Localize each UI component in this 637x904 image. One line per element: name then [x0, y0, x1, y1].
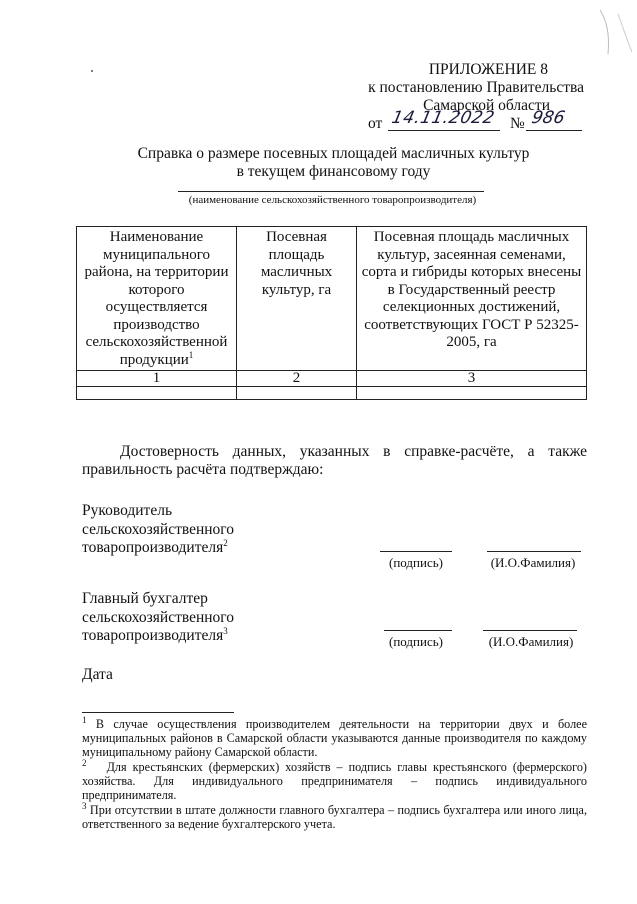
head-name-caption: (И.О.Фамилия): [490, 555, 576, 570]
accountant-name-caption: (И.О.Фамилия): [488, 634, 574, 649]
footnote-item: $^3$ При отсутствии в штате должности главного бухгалтера – подпись бухгалтера или иного лица, ответственного за ведение бухгалтерского учета.: [82, 800, 588, 831]
accountant-signature-caption: (подпись): [389, 634, 443, 649]
appendix-header: [300, 61, 584, 135]
table-cell: 3: [357, 371, 587, 387]
producer-name-line: [178, 191, 484, 192]
crop-area-table: [76, 226, 587, 400]
table-cell: 1: [77, 371, 237, 387]
footnote-ref-3: 3: [223, 625, 228, 636]
footnote-ref-2: 2: [223, 537, 228, 548]
appendix-title: ПРИЛОЖЕНИЕ 8: [428, 61, 548, 78]
table-row: [77, 371, 587, 387]
accountant-label-line-1: Главный бухгалтер: [82, 590, 208, 607]
accountant-signature-block: [82, 590, 234, 646]
number-underline: [526, 130, 582, 131]
head-label-line-1: Руководитель: [82, 502, 173, 519]
table-cell: 2: [237, 371, 357, 387]
title-line-2: в текущем финансовому году: [236, 163, 431, 180]
head-label-line-2: сельскохозяйственного: [82, 520, 235, 538]
document-title: [0, 145, 637, 181]
table-header-district: Наименование муниципального района, на территории которого осуществляется производство сельскохозяйственной продукции$^1$: [77, 227, 237, 371]
appendix-region: Самарской области: [423, 97, 550, 114]
table-cell: [357, 387, 587, 400]
number-prefix: №: [510, 115, 525, 132]
date-prefix: от: [368, 115, 383, 132]
table-cell: [77, 387, 237, 400]
accountant-label-line-2: сельскохозяйственного: [82, 608, 235, 626]
accountant-name-line: [483, 630, 577, 631]
handwritten-number: 986: [529, 108, 567, 128]
confirmation-text: Достоверность данных, указанных в справке-расчёте, а также правильность расчёта подтверждаю:: [82, 443, 587, 478]
table-row: [77, 387, 587, 400]
head-label-line-3: товаропроизводителя$^2$: [82, 537, 228, 556]
footnotes: [82, 714, 588, 831]
date-label: Дата: [82, 666, 113, 683]
footnote-ref-1: 1: [188, 349, 194, 360]
accountant-label-line-3: товаропроизводителя$^3$: [82, 625, 228, 644]
title-line-1: Справка о размере посевных площадей масличных культур: [137, 145, 530, 162]
head-signature-caption: (подпись): [389, 555, 443, 570]
footnote-separator: [82, 712, 234, 713]
accountant-signature-line: [384, 630, 452, 631]
head-signature-block: [82, 502, 234, 558]
table-header-sown-area: Посевная площадь масличных культур, га: [237, 227, 357, 371]
producer-name-caption: (наименование сельскохозяйственного товаропроизводителя): [188, 194, 477, 206]
date-underline: [388, 130, 500, 131]
table-cell: [237, 387, 357, 400]
head-name-line: [487, 551, 581, 552]
table-header-certified-area: Посевная площадь масличных культур, засеянная семенами, сорта и гибриды которых внесены в Государственный реестр селекционных достижений, соответствующих ГОСТ Р 52325-2005, га: [357, 227, 587, 371]
scan-dot: [91, 70, 93, 72]
footnote-item: $^2$ Для крестьянских (фермерских) хозяйств – подпись главы крестьянского (фермерского) хозяйства. Для индивидуального предпринимателя – подпись индивидуального предпринимателя.: [82, 757, 587, 802]
decree-date-number: [300, 108, 584, 135]
head-signature-line: [380, 551, 452, 552]
handwritten-date: 14.11.2022: [389, 108, 497, 128]
footnote-item: $^1$ В случае осуществления производителем деятельности на территории двух и более муниципальных районов в Самарской области указываются данные производителя по каждому муниципальному району Самарской области.: [82, 714, 587, 759]
appendix-decree: к постановлению Правительства: [368, 79, 584, 96]
table-header-row: [77, 227, 587, 371]
scan-corner-mark: [596, 8, 636, 58]
